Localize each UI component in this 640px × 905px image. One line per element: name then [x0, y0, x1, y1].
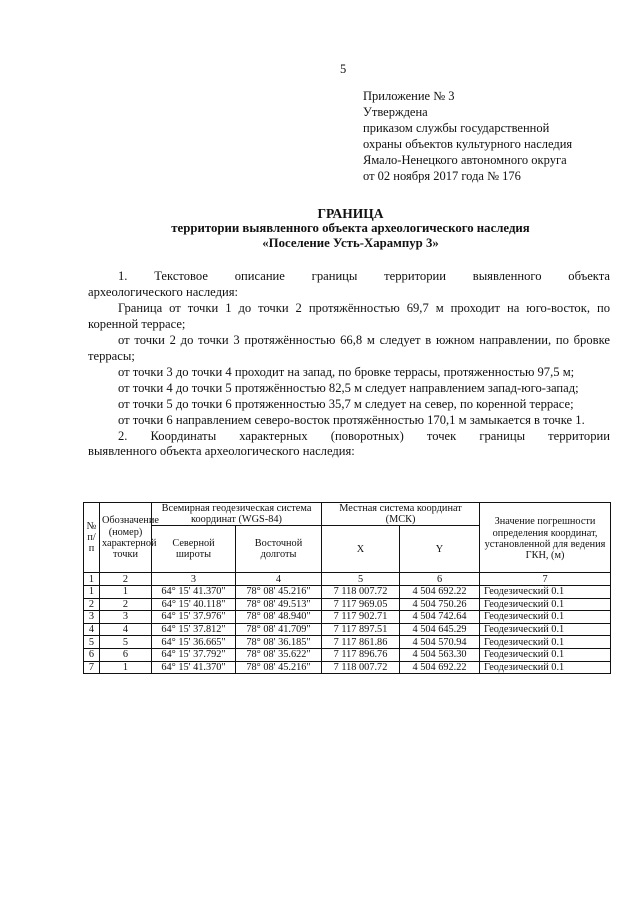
coordinates-table — [83, 502, 611, 674]
header-x: X — [322, 526, 400, 573]
cell-y: 4 504 692.22 — [400, 586, 480, 599]
section-1-heading-cont: археологического наследия: — [88, 284, 239, 299]
section-2-heading: 2. Координаты характерных (поворотных) точек границы территории — [118, 428, 610, 443]
cell-row-number: 3 — [84, 611, 100, 624]
document-title — [88, 206, 613, 252]
cell-point-designation: 3 — [100, 611, 152, 624]
cell-latitude: 64° 15' 36.665" — [152, 636, 236, 649]
table-row — [84, 623, 611, 636]
approval-block — [363, 88, 572, 185]
boundary-paragraph: от точки 3 до точки 4 проходит на запад, по бровке террасы, протяженностью 97,5 м; — [118, 364, 575, 379]
cell-y: 4 504 692.22 — [400, 661, 480, 674]
table-row — [84, 636, 611, 649]
cell-point-designation: 1 — [100, 586, 152, 599]
table-row — [84, 598, 611, 611]
coordinate-rows — [84, 586, 611, 674]
table-row — [84, 661, 611, 674]
header-east: Восточной долготы — [236, 526, 322, 573]
cell-x: 7 118 007.72 — [322, 586, 400, 599]
table-row — [84, 611, 611, 624]
cell-longitude: 78° 08' 45.216" — [236, 586, 322, 599]
cell-row-number: 5 — [84, 636, 100, 649]
cell-y: 4 504 570.94 — [400, 636, 480, 649]
cell-point-designation: 5 — [100, 636, 152, 649]
boundary-paragraph: от точки 2 до точки 3 протяжённостью 66,8 м следует в южном направлении, по бровке террасы; — [88, 332, 610, 363]
cell-point-designation: 6 — [100, 648, 152, 661]
title-line-3: «Поселение Усть-Харампур 3» — [262, 236, 439, 251]
section-2-heading-cont: выявленного объекта археологического наследия: — [88, 444, 355, 459]
approval-line: Утверждена — [363, 105, 428, 120]
cell-x: 7 117 896.76 — [322, 648, 400, 661]
cell-y: 4 504 645.29 — [400, 623, 480, 636]
cell-row-number: 2 — [84, 598, 100, 611]
cell-row-number: 7 — [84, 661, 100, 674]
boundary-paragraph: от точки 6 направлением северо-восток протяжённостью 170,1 м замыкается в точке 1. — [118, 412, 585, 427]
cell-accuracy: Геодезический 0.1 — [480, 661, 611, 674]
column-number: 5 — [322, 573, 400, 586]
column-number: 3 — [152, 573, 236, 586]
cell-y: 4 504 742.64 — [400, 611, 480, 624]
header-accuracy: Значение погрешности определения координат, установленной для ведения ГКН, (м) — [480, 503, 611, 573]
header-y: Y — [400, 526, 480, 573]
page-number: 5 — [340, 62, 347, 76]
column-number: 2 — [100, 573, 152, 586]
approval-line: охраны объектов культурного наследия — [363, 137, 573, 152]
column-number: 7 — [480, 573, 611, 586]
cell-longitude: 78° 08' 35.622" — [236, 648, 322, 661]
cell-latitude: 64° 15' 37.976" — [152, 611, 236, 624]
header-wgs: Всемирная геодезическая система координат (WGS-84) — [152, 503, 322, 526]
column-number: 4 — [236, 573, 322, 586]
cell-latitude: 64° 15' 37.812" — [152, 623, 236, 636]
section-1-heading: 1. Текстовое описание границы территории выявленного объекта — [118, 269, 610, 283]
cell-accuracy: Геодезический 0.1 — [480, 623, 611, 636]
cell-row-number: 4 — [84, 623, 100, 636]
cell-latitude: 64° 15' 41.370" — [152, 661, 236, 674]
body-text — [88, 269, 610, 460]
cell-row-number: 6 — [84, 648, 100, 661]
title-main: ГРАНИЦА — [317, 206, 384, 221]
cell-point-designation: 1 — [100, 661, 152, 674]
boundary-paragraph: Граница от точки 1 до точки 2 протяжённостью 69,7 м проходит на юго-восток, по коренной террасе; — [88, 300, 610, 331]
approval-line: Ямало-Ненецкого автономного округа — [363, 153, 567, 168]
column-number: 6 — [400, 573, 480, 586]
boundary-paragraph: от точки 5 до точки 6 протяженностью 35,7 м следует на север, по коренной террасе; — [118, 396, 574, 411]
table-row — [84, 648, 611, 661]
column-number: 1 — [84, 573, 100, 586]
header-designation: Обозначение (номер) характерной точки — [100, 503, 152, 573]
cell-latitude: 64° 15' 37.792" — [152, 648, 236, 661]
title-line-2: территории выявленного объекта археологического наследия — [171, 221, 530, 236]
cell-longitude: 78° 08' 49.513" — [236, 598, 322, 611]
cell-x: 7 117 969.05 — [322, 598, 400, 611]
cell-x: 7 118 007.72 — [322, 661, 400, 674]
cell-point-designation: 4 — [100, 623, 152, 636]
cell-x: 7 117 897.51 — [322, 623, 400, 636]
cell-accuracy: Геодезический 0.1 — [480, 636, 611, 649]
cell-longitude: 78° 08' 48.940" — [236, 611, 322, 624]
table-row — [84, 586, 611, 599]
cell-accuracy: Геодезический 0.1 — [480, 586, 611, 599]
header-msk: Местная система координат (МСК) — [322, 503, 480, 526]
cell-accuracy: Геодезический 0.1 — [480, 598, 611, 611]
cell-longitude: 78° 08' 45.216" — [236, 661, 322, 674]
header-num: № п/п — [84, 503, 100, 573]
cell-latitude: 64° 15' 41.370" — [152, 586, 236, 599]
cell-x: 7 117 902.71 — [322, 611, 400, 624]
cell-x: 7 117 861.86 — [322, 636, 400, 649]
boundary-paragraph: от точки 4 до точки 5 протяжённостью 82,5 м следует направлением запад-юго-запад; — [118, 380, 579, 395]
cell-longitude: 78° 08' 41.709" — [236, 623, 322, 636]
cell-accuracy: Геодезический 0.1 — [480, 648, 611, 661]
cell-y: 4 504 750.26 — [400, 598, 480, 611]
cell-row-number: 1 — [84, 586, 100, 599]
header-north: Северной широты — [152, 526, 236, 573]
approval-line: приказом службы государственной — [363, 121, 550, 136]
cell-accuracy: Геодезический 0.1 — [480, 611, 611, 624]
approval-line: от 02 ноября 2017 года № 176 — [363, 169, 521, 184]
cell-y: 4 504 563.30 — [400, 648, 480, 661]
cell-longitude: 78° 08' 36.185" — [236, 636, 322, 649]
approval-line: Приложение № 3 — [363, 89, 455, 103]
cell-latitude: 64° 15' 40.118" — [152, 598, 236, 611]
cell-point-designation: 2 — [100, 598, 152, 611]
